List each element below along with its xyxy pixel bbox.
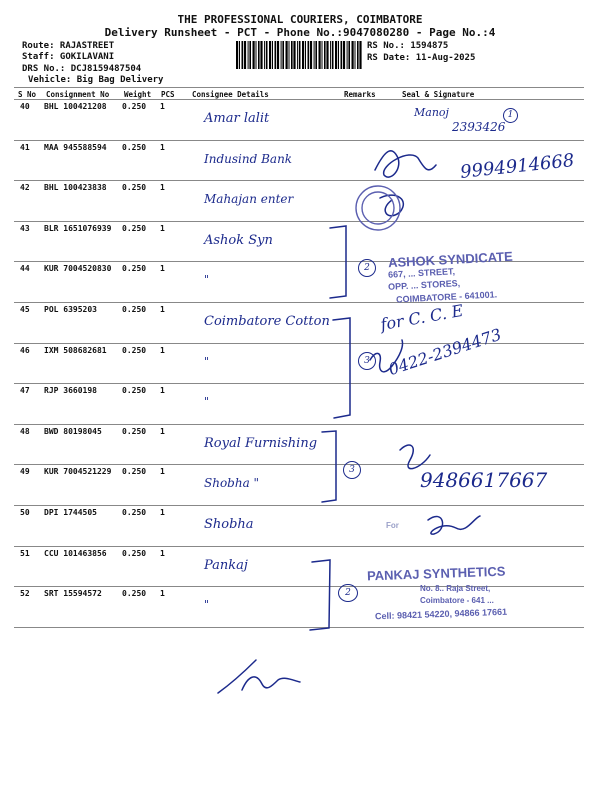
row-pcs: 1 — [160, 589, 165, 599]
row-consignee-handwritten: " — [204, 354, 210, 368]
col-header-consignment: Consignment No — [46, 90, 110, 99]
stamp-for-label: For — [386, 521, 399, 530]
row-sno: 41 — [20, 142, 30, 152]
col-header-sno: S No — [18, 90, 37, 99]
row-consignee-handwritten: " — [204, 273, 210, 287]
signature-row46 — [370, 340, 403, 372]
row-consignment-no: MAA 945588594 — [44, 142, 107, 152]
row-consignment-no: DPI 1744505 — [44, 508, 97, 517]
row-pcs: 1 — [160, 142, 165, 152]
row-sno: 40 — [20, 102, 30, 111]
row-consignee-handwritten: Shobha — [204, 517, 254, 532]
row-consignee-handwritten: " — [204, 598, 210, 612]
row-consignee-handwritten: Ashok Syn — [204, 232, 273, 248]
bracket-coimbatore-cotton — [333, 318, 350, 418]
row-pcs: 1 — [160, 305, 165, 314]
phone-handwritten-3: 9486617667 — [420, 468, 548, 492]
row-weight: 0.250 — [122, 264, 147, 274]
drs-label: DRS No.: DCJ8159487504 — [22, 64, 142, 74]
stamp-pankaj-name: PANKAJ SYNTHETICS — [366, 563, 506, 584]
signature-row50 — [428, 516, 480, 534]
row-sno: 49 — [20, 467, 30, 477]
round-seal — [356, 186, 400, 230]
seal-note-number: 2393426 — [452, 120, 506, 134]
row-sno: 52 — [20, 589, 30, 599]
route-label: Route: RAJASTREET — [22, 41, 115, 51]
bracket-royal — [322, 431, 336, 502]
row-consignment-no: BLR 1651076939 — [44, 223, 112, 233]
row-pcs: 1 — [160, 264, 165, 274]
runsheet-title: THE PROFESSIONAL COURIERS, COIMBATORE — [177, 13, 423, 26]
staff-label: Staff: GOKILAVANI — [22, 52, 115, 62]
row-weight: 0.250 — [122, 345, 147, 355]
stamp-ashok-addr3: COIMBATORE - 641001. — [395, 289, 498, 305]
col-header-weight: Weight — [124, 90, 152, 99]
phone-handwritten-2: 0422-2394473 — [386, 324, 504, 379]
row-sno: 48 — [20, 426, 30, 436]
col-header-pcs: PCS — [161, 90, 175, 99]
runsheet-subtitle: Delivery Runsheet - PCT - Phone No.:9047080280 - Page No.:4 — [104, 26, 496, 39]
row-weight: 0.250 — [122, 386, 147, 396]
row-pcs: 1 — [160, 183, 165, 193]
row-weight: 0.250 — [122, 223, 147, 233]
row-pcs: 1 — [160, 102, 165, 111]
row-sno: 47 — [20, 386, 30, 396]
row-consignee-handwritten: Royal Furnishing — [204, 435, 318, 451]
rs-number: RS No.: 1594875 — [367, 41, 449, 51]
row-pcs: 1 — [160, 508, 165, 517]
row-pcs: 1 — [160, 426, 165, 436]
row-weight: 0.250 — [122, 467, 147, 477]
row-sno: 50 — [20, 508, 30, 517]
row-consignee-handwritten: Amar lalit — [204, 111, 270, 126]
row-weight: 0.250 — [122, 508, 147, 517]
circle-mark-4: 3 — [343, 461, 361, 479]
row-weight: 0.250 — [122, 142, 147, 152]
stamp-pankaj-addr1: No. 8.. Raja Street, — [420, 584, 491, 593]
row-consignment-no: CCU 101463856 — [44, 548, 107, 558]
row-sno: 43 — [20, 223, 30, 233]
row-weight: 0.250 — [122, 102, 147, 111]
row-consignment-no: POL 6395203 — [44, 305, 97, 314]
row-sno: 44 — [20, 264, 30, 274]
col-header-seal: Seal & Signature — [402, 90, 475, 99]
vehicle-label: Vehicle: Big Bag Delivery — [28, 75, 164, 85]
row-consignee-handwritten: Coimbatore Cotton — [204, 314, 330, 329]
row-sno: 45 — [20, 305, 30, 314]
row-pcs: 1 — [160, 548, 165, 558]
row-weight: 0.250 — [122, 548, 147, 558]
bracket-pankaj — [310, 560, 330, 630]
circle-mark-1: 1 — [503, 108, 518, 123]
stamp-pankaj-addr2: Coimbatore - 641 ... — [420, 596, 494, 605]
row-weight: 0.250 — [122, 305, 147, 314]
circle-mark-3: 3 — [358, 352, 376, 370]
row-sno: 51 — [20, 548, 30, 558]
for-cce-note: for C. C. E — [378, 300, 465, 335]
row-consignment-no: BWD 80198045 — [44, 426, 102, 436]
col-header-remarks: Remarks — [344, 90, 376, 99]
stamp-ashok-addr1: 667, ... STREET, — [387, 266, 456, 280]
circle-mark-5: 2 — [338, 584, 358, 602]
row-pcs: 1 — [160, 345, 165, 355]
stamp-ashok-name: ASHOK SYNDICATE — [387, 248, 514, 271]
col-header-consignee: Consignee Details — [192, 90, 269, 99]
row-sno: 42 — [20, 183, 30, 193]
rs-date: RS Date: 11-Aug-2025 — [367, 53, 476, 63]
row-pcs: 1 — [160, 386, 165, 396]
row-consignment-no: IXM 508682681 — [44, 345, 107, 355]
stamp-pankaj-phone: Cell: 98421 54220, 94866 17661 — [374, 606, 508, 622]
row-weight: 0.250 — [122, 589, 147, 599]
stamp-ashok-addr2: OPP. ... STORES, — [387, 278, 461, 292]
row-pcs: 1 — [160, 223, 165, 233]
row-weight: 0.250 — [122, 426, 147, 436]
row-consignee-handwritten: Pankaj — [204, 557, 248, 573]
row-pcs: 1 — [160, 467, 165, 477]
row-consignment-no: SRT 15594572 — [44, 589, 102, 599]
phone-handwritten-1: 9994914668 — [459, 150, 576, 183]
row-consignment-no: BHL 100423838 — [44, 183, 107, 193]
row-sno: 46 — [20, 345, 30, 355]
row-consignment-no: KUR 7004520830 — [44, 264, 112, 274]
row-consignee-handwritten: Mahajan enter — [204, 192, 294, 207]
row-consignee-handwritten: Shobha " — [204, 476, 260, 491]
bracket-ashok — [330, 226, 346, 298]
row-consignment-no: BHL 100421208 — [44, 102, 107, 111]
row-weight: 0.250 — [122, 183, 147, 193]
circle-mark-2: 2 — [358, 259, 376, 277]
row-consignee-handwritten: " — [204, 395, 210, 409]
row-consignment-no: RJP 3660198 — [44, 386, 97, 396]
signature-row41 — [375, 151, 436, 177]
row-consignee-handwritten: Indusind Bank — [204, 151, 293, 166]
row-consignment-no: KUR 7004521229 — [44, 467, 112, 477]
signature-row49 — [400, 445, 430, 469]
seal-note-manoj: Manoj — [414, 106, 449, 119]
signature-bottom — [218, 660, 300, 693]
